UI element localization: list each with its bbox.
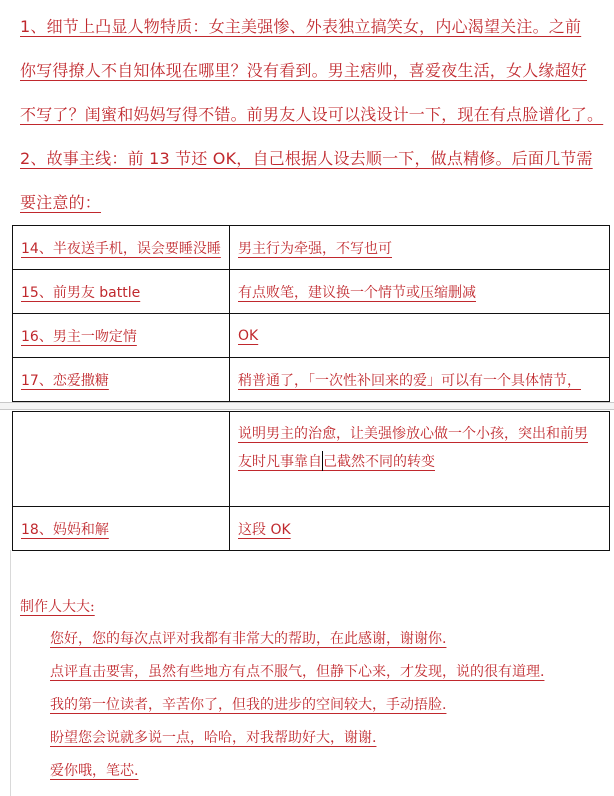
letter-greeting: 制作人大大: — [20, 599, 95, 615]
letter-line: 您好，您的每次点评对我都有非常大的帮助，在此感谢，谢谢你. — [50, 631, 447, 647]
table-row — [13, 314, 610, 358]
paragraph-4: 2、故事主线：前 13 节还 OK，自己根据人设去顺一下，做点精修。后面几节需 — [20, 149, 593, 168]
letter-line: 我的第一位读者，辛苦你了，但我的进步的空间较大，手动捂脸. — [50, 697, 447, 713]
table-row — [13, 358, 610, 402]
comment-cell[interactable]: 稍普通了，「一次性补回来的爱」可以有一个具体情节， — [230, 358, 610, 402]
letter-line: 点评直击要害，虽然有些地方有点不服气，但静下心来，才发现，说的很有道理. — [50, 664, 545, 680]
paragraph-3: 不写了？闺蜜和妈妈写得不错。前男友人设可以浅设计一下，现在有点脸谱化了。 — [20, 105, 604, 124]
comment-cell[interactable]: 有点败笔，建议换一个情节或压缩删减 — [230, 270, 610, 314]
paragraph-2: 你写得撩人不自知体现在哪里？没有看到。男主痞帅，喜爱夜生活，女人缘超好 — [20, 61, 588, 80]
paragraph-1: 1、细节上凸显人物特质：女主美强惨、外表独立搞笑女，内心渴望关注。之前 — [20, 17, 582, 36]
comment-cell[interactable]: OK — [230, 314, 610, 358]
table-row — [13, 270, 610, 314]
table-row — [13, 507, 610, 551]
chapter-cell[interactable]: 14、半夜送手机，误会要睡没睡 — [13, 226, 230, 270]
paragraph-5: 要注意的： — [20, 193, 102, 212]
comment-cell[interactable]: 说明男主的治愈，让美强惨放心做一个小孩，突出和前男 友时凡事靠自己截然不同的转变 — [230, 412, 610, 507]
chapter-cell-empty[interactable] — [13, 412, 230, 507]
chapter-cell[interactable]: 15、前男友 battle — [13, 270, 230, 314]
page-break — [0, 402, 614, 410]
feedback-table-part2 — [12, 411, 610, 551]
margin-line — [10, 550, 11, 796]
table-row — [13, 226, 610, 270]
comment-cell[interactable]: 这段 OK — [230, 507, 610, 551]
letter-line: 爱你哦，笔芯. — [50, 763, 139, 779]
feedback-table-part1 — [12, 225, 610, 402]
chapter-cell[interactable]: 16、男主一吻定情 — [13, 314, 230, 358]
table-row — [13, 412, 610, 507]
comment-cell[interactable]: 男主行为牵强，不写也可 — [230, 226, 610, 270]
chapter-cell[interactable]: 17、恋爱撒糖 — [13, 358, 230, 402]
letter-line: 盼望您会说就多说一点，哈哈，对我帮助好大，谢谢. — [50, 730, 377, 746]
chapter-cell[interactable]: 18、妈妈和解 — [13, 507, 230, 551]
